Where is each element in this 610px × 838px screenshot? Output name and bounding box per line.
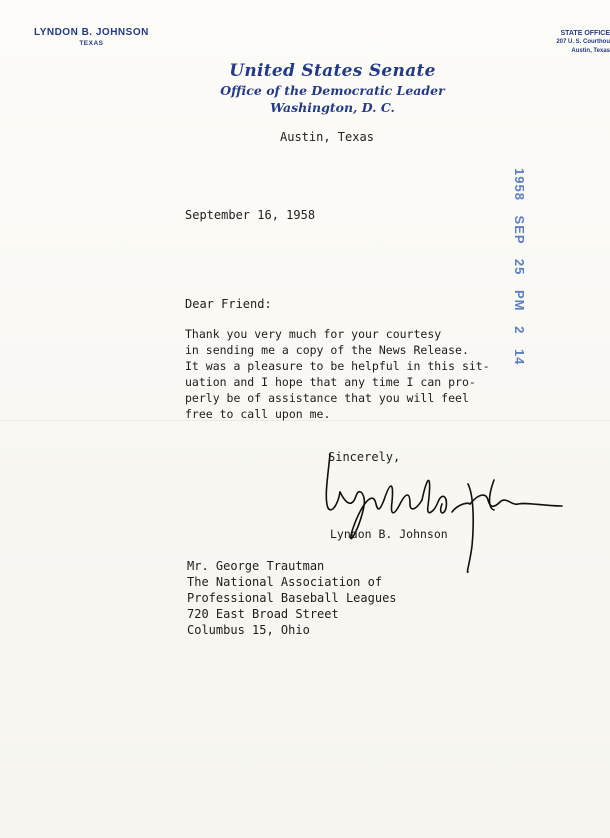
typed-signature-name: Lyndon B. Johnson [330, 527, 448, 541]
salutation: Dear Friend: [185, 297, 272, 311]
body-line: in sending me a copy of the News Release. [185, 343, 469, 357]
letter-date: September 16, 1958 [185, 208, 316, 222]
letterhead-senate: United States Senate [229, 61, 436, 81]
letter-body [185, 326, 515, 422]
letter-city: Austin, Texas [280, 130, 374, 144]
recipient-line: The National Association of [187, 575, 383, 589]
recipient-line: 720 East Broad Street [187, 607, 339, 621]
closing: Sincerely, [328, 450, 401, 464]
sender-state: TEXAS [79, 40, 104, 47]
sender-name: LYNDON B. JOHNSON [34, 27, 149, 38]
letterhead-washington: Washington, D. C. [270, 100, 395, 115]
state-office-label: STATE OFFICE [560, 30, 610, 37]
recipient-address [187, 558, 397, 638]
body-line: perly be of assistance that you will feel [185, 391, 469, 405]
recipient-line: Mr. George Trautman [187, 559, 325, 573]
letterhead [200, 60, 465, 116]
body-line: Thank you very much for your courtesy [185, 327, 442, 341]
recipient-line: Professional Baseball Leagues [187, 591, 397, 605]
sender-header [34, 27, 149, 47]
state-office-address: 207 U. S. Courthou [556, 39, 610, 45]
body-line: It was a pleasure to be helpful in this sit- [185, 359, 490, 373]
letterhead-office: Office of the Democratic Leader [220, 83, 445, 98]
recipient-line: Columbus 15, Ohio [187, 623, 310, 637]
state-office-city: Austin, Texas [571, 48, 610, 54]
state-office-header [540, 29, 610, 56]
body-line: uation and I hope that any time I can pro- [185, 375, 476, 389]
body-line: free to call upon me. [185, 407, 331, 421]
received-stamp: 1958 SEP 25 PM 2 14 [512, 168, 527, 366]
signature-image [318, 446, 568, 576]
